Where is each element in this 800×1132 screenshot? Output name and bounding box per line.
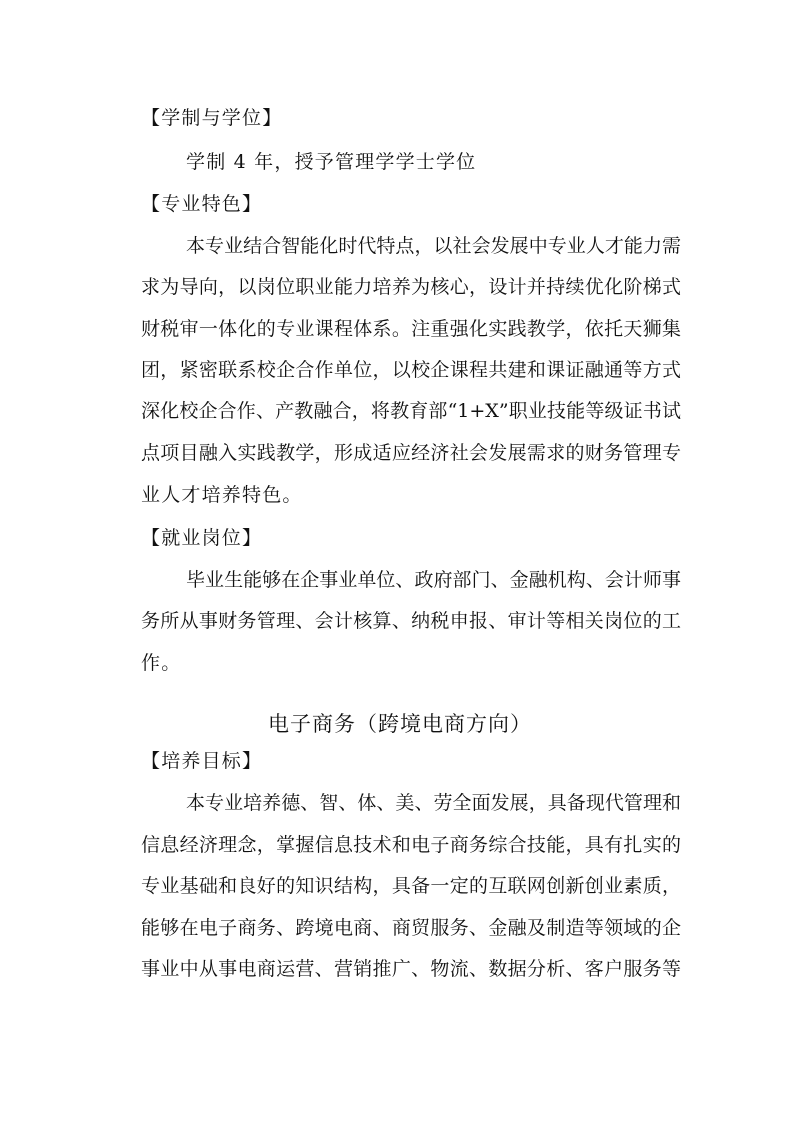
paragraph-line: 求为导向，以岗位职业能力培养为核心，设计并持续优化阶梯式 <box>141 276 681 298</box>
paragraph-line: 专业基础和良好的知识结构，具备一定的互联网创新创业素质， <box>141 875 681 897</box>
paragraph-line: 财税审一体化的专业课程体系。注重强化实践教学，依托天狮集 <box>141 318 681 340</box>
major-title: 电子商务（跨境电商方向） <box>268 712 532 736</box>
paragraph-line: 深化校企合作、产教融合，将教育部“1+X”职业技能等级证书试 <box>141 400 681 422</box>
paragraph-line: 毕业生能够在企事业单位、政府部门、金融机构、会计师事 <box>186 569 681 591</box>
paragraph-line: 团，紧密联系校企合作单位，以校企课程共建和课证融通等方式 <box>141 359 681 381</box>
section-heading-goal: 【培养目标】 <box>141 750 263 772</box>
paragraph-line: 能够在电子商务、跨境电商、商贸服务、金融及制造等领域的企 <box>141 917 681 939</box>
paragraph-line: 本专业培养德、智、体、美、劳全面发展，具备现代管理和 <box>186 792 681 814</box>
paragraph-line: 作。 <box>141 652 182 674</box>
section-heading-duration: 【学制与学位】 <box>141 107 283 129</box>
paragraph-line: 业人才培养特色。 <box>141 484 303 506</box>
paragraph-line: 点项目融入实践教学，形成适应经济社会发展需求的财务管理专 <box>141 442 681 464</box>
paragraph-line: 本专业结合智能化时代特点，以社会发展中专业人才能力需 <box>186 235 681 257</box>
paragraph-line: 学制 4 年，授予管理学学士学位 <box>186 151 477 173</box>
paragraph-line: 务所从事财务管理、会计核算、纳税申报、审计等相关岗位的工 <box>141 610 681 632</box>
section-heading-jobs: 【就业岗位】 <box>141 527 263 549</box>
section-heading-features: 【专业特色】 <box>141 193 263 215</box>
paragraph-line: 信息经济理念，掌握信息技术和电子商务综合技能，具有扎实的 <box>141 834 681 856</box>
paragraph-line: 事业中从事电商运营、营销推广、物流、数据分析、客户服务等 <box>141 958 681 980</box>
